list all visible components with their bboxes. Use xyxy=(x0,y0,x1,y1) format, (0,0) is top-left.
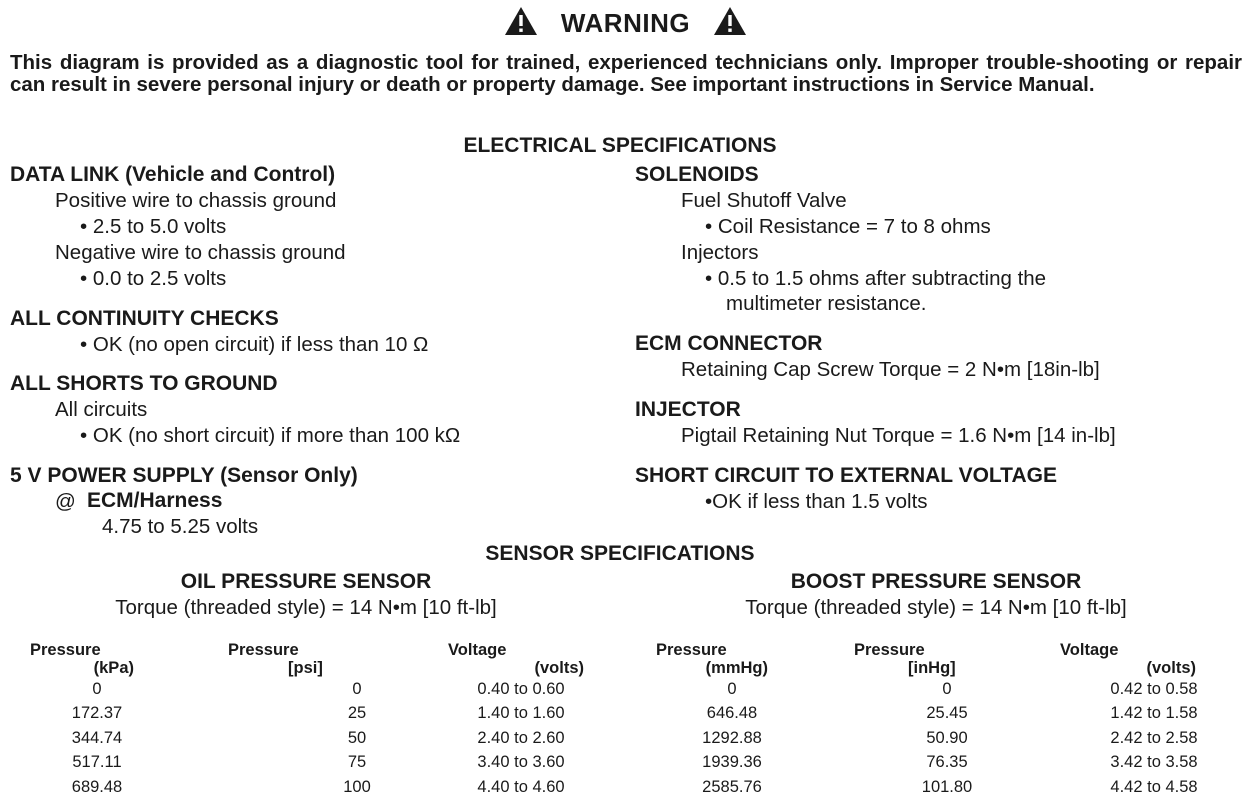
table-cell: 0 xyxy=(352,679,362,698)
table-row xyxy=(30,726,584,751)
short-ext-value: •OK if less than 1.5 volts xyxy=(705,490,928,513)
injectors-value-cont: multimeter resistance. xyxy=(726,292,927,315)
table-cell: 76.35 xyxy=(926,753,968,772)
solenoids-title: SOLENOIDS xyxy=(635,163,759,186)
table-cell: 2.40 to 2.60 xyxy=(477,728,565,747)
injectors-label: Injectors xyxy=(681,241,759,264)
table-cell: 1292.88 xyxy=(702,728,762,747)
column-header: Pressure (mmHg) xyxy=(656,641,768,677)
table-cell: 2.42 to 2.58 xyxy=(1110,728,1198,747)
table-cell: 25.45 xyxy=(926,704,968,723)
column-header: Voltage (volts) xyxy=(1060,641,1196,677)
column-header: Pressure [inHg] xyxy=(854,641,956,677)
column-header: Voltage (volts) xyxy=(448,641,584,677)
table-cell: 3.42 to 3.58 xyxy=(1110,753,1198,772)
table-row xyxy=(30,702,584,727)
fuel-shutoff-label: Fuel Shutoff Valve xyxy=(681,189,847,212)
continuity-value: • OK (no open circuit) if less than 10 Ω xyxy=(80,333,429,356)
table-cell: 25 xyxy=(347,704,367,723)
oil-sensor-title: OIL PRESSURE SENSOR xyxy=(180,570,432,593)
column-header: Pressure (kPa) xyxy=(30,641,134,677)
table-row xyxy=(656,775,1220,800)
table-cell: 689.48 xyxy=(71,777,123,796)
table-cell: 1.40 to 1.60 xyxy=(477,704,565,723)
table-cell: 0.40 to 0.60 xyxy=(477,679,565,698)
boost-sensor-torque: Torque (threaded style) = 14 N•m [10 ft-lb] xyxy=(745,596,1127,619)
table-row xyxy=(656,751,1220,776)
table-row xyxy=(656,726,1220,751)
data-link-title: DATA LINK (Vehicle and Control) xyxy=(10,163,336,186)
shorts-value: • OK (no short circuit) if more than 100 kΩ xyxy=(80,424,461,447)
table-cell: 1.42 to 1.58 xyxy=(1110,704,1198,723)
table-cell: 100 xyxy=(343,777,371,796)
sensor-specs-heading: SENSOR SPECIFICATIONS xyxy=(485,542,755,565)
table-cell: 0.42 to 0.58 xyxy=(1110,679,1198,698)
injector-value: Pigtail Retaining Nut Torque = 1.6 N•m [14 in-lb] xyxy=(681,424,1116,447)
warning-triangle-icon xyxy=(713,6,747,41)
power-supply-at: @ xyxy=(55,490,76,513)
boost-sensor-table xyxy=(656,641,1220,800)
shorts-title: ALL SHORTS TO GROUND xyxy=(10,372,278,395)
power-supply-value: 4.75 to 5.25 volts xyxy=(102,515,259,538)
table-row xyxy=(30,677,584,702)
table-cell: 172.37 xyxy=(71,704,123,723)
table-cell: 517.11 xyxy=(72,753,122,772)
table-cell: 50 xyxy=(347,728,367,747)
table-row xyxy=(30,775,584,800)
oil-sensor-torque: Torque (threaded style) = 14 N•m [10 ft-lb] xyxy=(115,596,497,619)
power-supply-label: ECM/Harness xyxy=(87,489,223,512)
table-cell: 0 xyxy=(942,679,952,698)
column-header: Pressure [psi] xyxy=(228,641,323,677)
table-cell: 4.40 to 4.60 xyxy=(477,777,565,796)
table-cell: 344.74 xyxy=(71,728,123,747)
table-cell: 2585.76 xyxy=(702,777,762,796)
warning-header xyxy=(0,6,1251,41)
table-cell: 4.42 to 4.58 xyxy=(1110,777,1198,796)
table-row xyxy=(30,751,584,776)
data-link-negative-label: Negative wire to chassis ground xyxy=(55,241,346,264)
ecm-connector-title: ECM CONNECTOR xyxy=(635,332,823,355)
injectors-value: • 0.5 to 1.5 ohms after subtracting the xyxy=(705,267,1047,290)
fuel-shutoff-value: • Coil Resistance = 7 to 8 ohms xyxy=(705,215,991,238)
table-cell: 0 xyxy=(92,679,102,698)
table-cell: 646.48 xyxy=(706,704,758,723)
table-cell: 50.90 xyxy=(926,728,968,747)
continuity-title: ALL CONTINUITY CHECKS xyxy=(10,307,279,330)
injector-title: INJECTOR xyxy=(635,398,741,421)
table-header-row xyxy=(656,641,1220,677)
table-cell: 75 xyxy=(347,753,367,772)
table-cell: 1939.36 xyxy=(702,753,762,772)
table-header-row xyxy=(30,641,584,677)
ecm-connector-value: Retaining Cap Screw Torque = 2 N•m [18in-lb] xyxy=(681,358,1100,381)
electrical-specs-heading: ELECTRICAL SPECIFICATIONS xyxy=(463,134,777,157)
warning-title: WARNING xyxy=(560,8,691,38)
table-row xyxy=(656,702,1220,727)
warning-text: This diagram is provided as a diagnostic tool for trained, experienced technicians only. Improper trouble-shooting or repair can result in severe personal injury or death or property damage. See important instructions in Service Manual. xyxy=(10,51,1242,96)
data-link-negative-value: • 0.0 to 2.5 volts xyxy=(80,267,227,290)
table-cell: 3.40 to 3.60 xyxy=(477,753,565,772)
short-ext-title: SHORT CIRCUIT TO EXTERNAL VOLTAGE xyxy=(635,464,1057,487)
shorts-label: All circuits xyxy=(55,398,148,421)
table-cell: 101.80 xyxy=(921,777,973,796)
warning-triangle-icon xyxy=(504,6,538,41)
oil-sensor-table xyxy=(30,641,584,800)
table-cell: 0 xyxy=(727,679,737,698)
power-supply-title: 5 V POWER SUPPLY (Sensor Only) xyxy=(10,464,358,487)
data-link-positive-value: • 2.5 to 5.0 volts xyxy=(80,215,227,238)
table-row xyxy=(656,677,1220,702)
boost-sensor-title: BOOST PRESSURE SENSOR xyxy=(790,570,1082,593)
data-link-positive-label: Positive wire to chassis ground xyxy=(55,189,337,212)
